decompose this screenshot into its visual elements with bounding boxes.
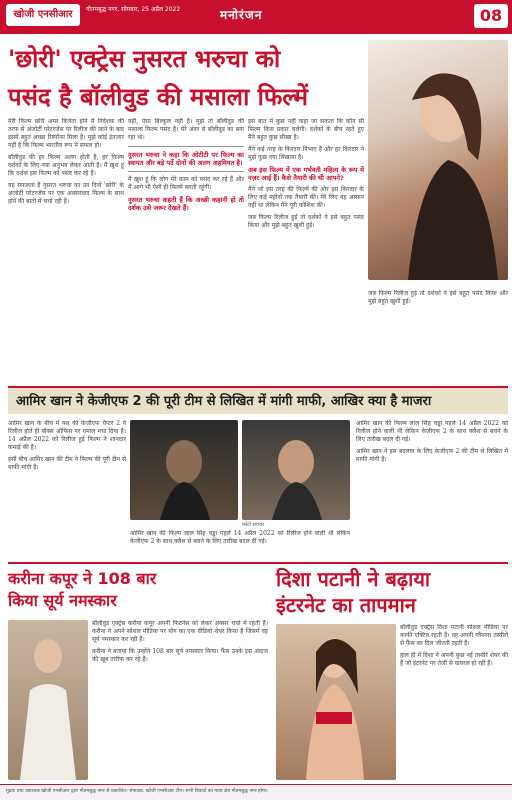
story1-col3-p1: इस बात में कुछ नहीं कहा जा सकता कि कौन सी फिल्म किस प्रकार चलेगी। दर्शकों के बीच रहते हुए मैंने बहुत कुछ सीखा है। bbox=[248, 118, 364, 141]
section-divider bbox=[8, 562, 508, 564]
kareena-illustration bbox=[8, 620, 88, 780]
page-number: 08 bbox=[474, 4, 508, 28]
story2-col1-p1: आमिर खान के बीच में यश की केजीएफ चैप्टर 2 ने रिलीज होते ही बॉक्स ऑफिस पर धमाल मचा दिया है। 14 अप्रैल 2022 को रिलीज हुई फिल्म ने शानदार कमाई की है। bbox=[8, 420, 126, 451]
story1-col3-p2: मैंने कई तरह के किरदार निभाए हैं और हर किरदार ने मुझे कुछ नया सिखाया है। bbox=[248, 146, 364, 161]
story1-headline-line2: पसंद है बॉलीवुड की मसाला फिल्में bbox=[8, 83, 308, 111]
masthead bbox=[0, 0, 512, 34]
story4-body bbox=[400, 624, 508, 780]
story3-headline-line1: करीना कपूर ने 108 बार bbox=[8, 569, 157, 588]
story1-col1-p1: मेरी फिल्म छोरी अमर बिजेता होने में निर्देशक की तरफ से अंजोर्टी परेटरजेंस पर रिलीज की जाने के बाद इसमें बहुत अच्छा रिस्पॉन्स मिला है। मुझे कोई इंतजार नहीं है कि फिल्म भारतीय रूप में सफल हो। bbox=[8, 118, 124, 149]
disha-illustration bbox=[276, 624, 396, 780]
story2-col2 bbox=[130, 530, 350, 560]
story1-col2-p1: वहीं, ऐसा बिल्कुल नहीं है। मुझे तो बॉलीवुड की मसाला फिल्म पसंद है। मेरे अंदर से बॉलीवुड का बना रहा था। bbox=[128, 118, 244, 141]
dateline: गौतमबुद्ध नगर, सोमवार, 25 अप्रैल 2022 bbox=[86, 6, 181, 13]
rule bbox=[128, 146, 244, 147]
story2-col3-p2: आमिर खान ने इस बदलाव के लिए केजीएफ 2 की टीम से लिखित में माफी मांगी है। bbox=[356, 448, 508, 463]
story1-col3 bbox=[248, 118, 364, 382]
story2-col3 bbox=[356, 420, 508, 560]
story1-col2 bbox=[128, 118, 244, 382]
brand-logo: खोजी एनसीआर bbox=[6, 4, 80, 26]
story2-col3-p1: आमिर खान की फिल्म लाल सिंह चड्ढा पहले 14 अप्रैल 2022 को रिलीज होने वाली थी लेकिन केजीएफ 2 के साथ क्लैश से बचने के लिए तारीख बदल दी गई। bbox=[356, 420, 508, 443]
story2-col1-p2: इसी बीच आमिर खान की टीम ने फिल्म की पूरी टीम से माफी मांगी है। bbox=[8, 456, 126, 471]
story4-headline-line1: दिशा पटानी ने बढ़ाया bbox=[276, 567, 431, 591]
kgf-photo bbox=[130, 420, 238, 520]
portrait-illustration bbox=[368, 40, 508, 280]
kgf-illustration bbox=[130, 420, 238, 520]
story3-headline bbox=[8, 568, 158, 612]
aamir-illustration bbox=[242, 420, 350, 520]
story1-col1 bbox=[8, 118, 124, 382]
kareena-photo bbox=[8, 620, 88, 780]
story2-col2-p1: आमिर खान की फिल्म लाल सिंह चड्ढा पहले 14 अप्रैल 2022 को रिलीज होने वाली थी लेकिन केजीएफ 2 के साथ क्लैश से बचने के लिए तारीख बदल दी गई। bbox=[130, 530, 350, 545]
pull-quote: नुसरत भरुचा ने कहा कि ओटीटी पर फिल्म का स्वागत और बड़े पर्दे दोनों की अलग अहमियत है। bbox=[128, 151, 244, 167]
story1-col1-p3: यह सफलता है नुसरत भरुचा का उन दिनों 'छोरी' के अंजोर्टी परेटरजेंस पर एक अवसरवाद फिल्म के साथ होने की बातों में चर्चा रही हैं। bbox=[8, 182, 124, 205]
section-title: मनोरंजन bbox=[220, 8, 263, 22]
pull-quote: नुसरत भरुचा कहती हैं कि अच्छी कहानी हो तो दर्शक उसे जरूर देखते हैं। bbox=[128, 196, 244, 212]
story3-body bbox=[92, 620, 268, 780]
photo-caption: फोटो साभार bbox=[242, 522, 265, 528]
story4-headline bbox=[276, 566, 508, 618]
story4-body-p2: हाल ही में दिशा ने अपनी कुछ नई तस्वीरें शेयर की हैं जो इंटरनेट पर तेजी से वायरल हो रही हैं। bbox=[400, 652, 508, 667]
story1-headline-line1: 'छोरी' एक्ट्रेस नुसरत भरुचा को bbox=[8, 45, 281, 73]
imprint-footer: मुद्रक तथा प्रकाशक खोजी एनसीआर द्वारा गौतमबुद्ध नगर से प्रकाशित। संपादक: खोजी एनसीआर टीम। सभी विवादों का न्याय क्षेत्र गौतमबुद्ध नगर होगा। bbox=[0, 784, 512, 800]
disha-photo bbox=[276, 624, 396, 780]
story2-headline: आमिर खान ने केजीएफ 2 की पूरी टीम से लिखित में मांगी माफी, आखिर क्या है माजरा bbox=[8, 386, 508, 414]
nushrratt-photo bbox=[368, 40, 508, 280]
story1-col1-p2: बॉलीवुड की हर फिल्म अलग होती है, हर फिल्म दर्शकों के लिए नया अनुभव लेकर आती है। मैं खुश हूं कि दर्शक इस फिल्म को पसंद कर रहे हैं। bbox=[8, 154, 124, 177]
story4-headline-line2: इंटरनेट का तापमान bbox=[276, 593, 416, 617]
aamir-photo bbox=[242, 420, 350, 520]
story1-col4-extra: जब फिल्म रिलीज हुई तो दर्शकों ने इसे बहुत पसंद किया और मुझे बहुत खुशी हुई। bbox=[368, 290, 508, 305]
story4-body-p1: बॉलीवुड एक्ट्रेस दिशा पटानी सोशल मीडिया पर काफी एक्टिव रहती हैं। वह अपनी ग्लैमरस तस्वीरों से फैंस का दिल जीतती रहती हैं। bbox=[400, 624, 508, 647]
story3-headline-line2: किया सूर्य नमस्कार bbox=[8, 591, 117, 610]
story1-col4 bbox=[368, 290, 508, 382]
story1-col2-p2: मैं खुश हूं कि लोग मेरे काम को पसंद कर रहे हैं और मैं आगे भी ऐसी ही फिल्में करती रहूंगी। bbox=[128, 176, 244, 191]
story1-col4-p1: मैंने जो इस तरह की फिल्में की और इस किरदार के लिए कई महीनों तक तैयारी की। मेरे लिए यह आसान नहीं था लेकिन मैंने पूरी कोशिश की। bbox=[248, 186, 364, 209]
rule bbox=[128, 171, 244, 172]
story1-subhead: अब इस फिल्म में एक गर्भवती महिला के रूप में नज़र आई हैं। कैसे तैयारी की थी आपने? bbox=[248, 166, 364, 182]
story2-col1 bbox=[8, 420, 126, 560]
story3-body-p2: करीना ने बताया कि उन्होंने 108 बार सूर्य नमस्कार किया। फैंस उनके इस अंदाज की खूब तारीफ कर रहे हैं। bbox=[92, 648, 268, 663]
story1-col4-p2: जब फिल्म रिलीज हुई तो दर्शकों ने इसे बहुत पसंद किया और मुझे बहुत खुशी हुई। bbox=[248, 214, 364, 229]
story1-headline bbox=[8, 40, 368, 116]
story3-body-p1: बॉलीवुड एक्ट्रेस करीना कपूर अपनी फिटनेस को लेकर अक्सर चर्चा में रहती हैं। करीना ने अपने सोशल मीडिया पर योग का एक वीडियो शेयर किया है जिसमें वह सूर्य नमस्कार कर रही हैं। bbox=[92, 620, 268, 643]
